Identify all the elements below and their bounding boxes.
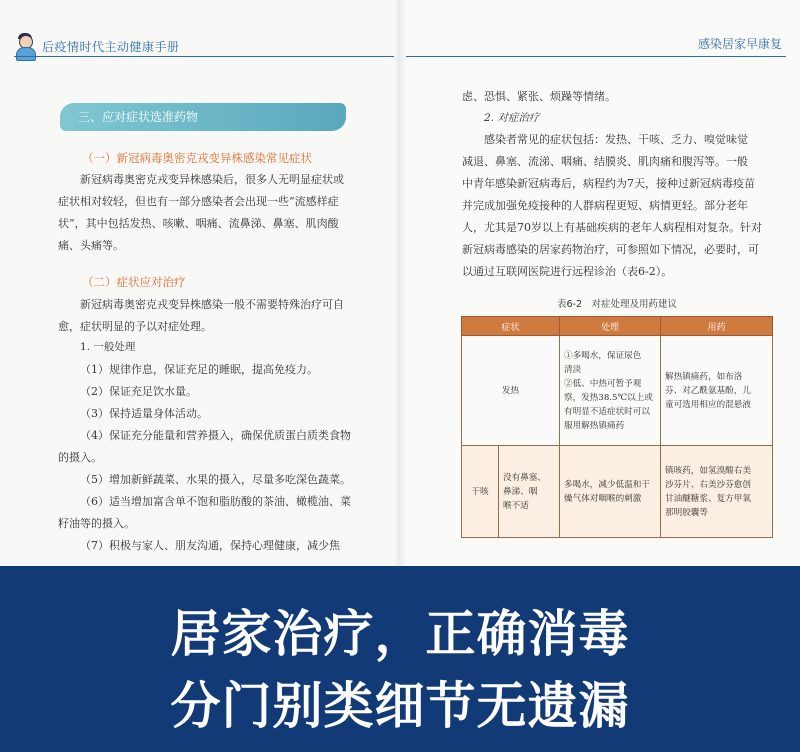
paragraph-line: 痛、头痛等。 [58, 239, 124, 252]
treatment-cell [560, 336, 661, 446]
symptomatic-treatment-title: 2. 对症治疗 [484, 112, 540, 124]
cell-line: 甘油醚糖浆、复方甲氧 [665, 493, 751, 504]
cell-line: 喉不适 [503, 500, 529, 511]
column-header: 用药 [661, 317, 773, 336]
book-title: 后疫情时代主动健康手册 [42, 39, 180, 54]
cell-line: 服用解热镇痛药 [564, 420, 625, 431]
general-treatment-title: 1. 一般处理 [80, 341, 136, 353]
paragraph-line: 减退、鼻塞、流涕、咽痛、结膜炎、肌肉痛和腹泻等。一般 [462, 155, 748, 168]
paragraph-line: 愈，症状明显的予以对症处理。 [58, 320, 212, 333]
medicine-cell [661, 336, 773, 446]
list-item: （4）保证充分能量和营养摄入，确保优质蛋白质类食物 [80, 429, 351, 442]
medication-table [461, 316, 773, 538]
promo-banner [0, 566, 800, 752]
paragraph-line: 并完成加强免疫接种的人群病程更短、病情更轻。部分老年 [462, 199, 748, 212]
cell-line: 沙芬片、右美沙芬愈创 [665, 479, 751, 490]
chapter-title: 感染居家早康复 [697, 37, 782, 51]
paragraph-line: 症状相对较轻，但也有一部分感染者会出现一些“流感样症 [58, 195, 339, 208]
cell-line: 童可选用相应的混悬液 [665, 399, 751, 410]
cell-line: 没有鼻塞、 [503, 472, 546, 483]
list-item: （3）保持适量身体活动。 [80, 407, 208, 420]
paragraph-line: 中青年感染新冠病毒后，病程约为7天，接种过新冠病毒疫苗 [462, 177, 755, 190]
cell-line: 镇咳药，如氢溴酸右美 [665, 465, 751, 476]
table-row [462, 446, 773, 538]
column-header: 处理 [560, 317, 661, 336]
left-page [0, 0, 400, 566]
paragraph-line: 新冠病毒感染的居家药物治疗，可参照如下情况，必要时，可 [462, 243, 759, 256]
cell-line: 多喝水，减少低温和干 [564, 479, 650, 490]
page-gutter [394, 0, 406, 566]
list-item: （7）积极与家人、朋友沟通，保持心理健康，减少焦 [80, 539, 340, 552]
section-title: 三、应对症状选准药物 [60, 103, 346, 131]
list-item: （5）增加新鲜蔬菜、水果的摄入，尽量多吃深色蔬菜。 [80, 473, 351, 486]
paragraph-line: 以通过互联网医院进行远程诊治（表6-2）。 [462, 265, 673, 278]
cell-line: 鼻涕、咽 [503, 486, 538, 497]
cell-line: 有明显不适症状时可以 [564, 406, 650, 417]
cell-line: 燥气体对咽喉的刺激 [564, 493, 642, 504]
list-item: （1）规律作息，保证充足的睡眠，提高免疫力。 [80, 363, 318, 376]
table-header-row [462, 317, 773, 336]
banner-line-2: 分门别类细节无遗漏 [170, 677, 630, 735]
paragraph-line: 新冠病毒奥密克戎变异株感染后，很多人无明显症状或 [80, 173, 344, 186]
cell-line: 解热镇痛药，如布洛 [665, 371, 743, 382]
treatment-cell [560, 446, 661, 538]
table-row [462, 336, 773, 446]
paragraph-line: 虑、恐惧、紧张、烦躁等情绪。 [462, 90, 616, 103]
symptom-cell: 干咳 [462, 446, 499, 538]
paragraph-line: 新冠病毒奥密克戎变异株感染一般不需要特殊治疗可自 [80, 298, 344, 311]
header-rule [406, 56, 786, 57]
list-item: 的摄入。 [58, 451, 102, 464]
symptom-cell: 发热 [462, 336, 560, 446]
table-caption: 表6-2 对症处理及用药建议 [556, 299, 678, 310]
paragraph-line: 人，尤其是70岁以上有基础疾病的老年人病程相对复杂。针对 [462, 221, 762, 234]
banner-line-1: 居家治疗，正确消毒 [170, 605, 630, 663]
cell-line: 芬、对乙酰氨基酚，儿 [665, 385, 751, 396]
column-header: 症状 [462, 317, 560, 336]
paragraph-line: 状”，其中包括发热、咳嗽、咽痛、流鼻涕、鼻塞、肌肉酸 [58, 217, 339, 230]
cell-line: 那明胶囊等 [665, 507, 708, 518]
cell-line: ①多喝水，保证尿色 [564, 350, 642, 361]
list-item: （2）保证充足饮水量。 [80, 385, 197, 398]
list-item: 籽油等的摄入。 [58, 517, 135, 530]
sub-symptom-cell [499, 446, 560, 538]
paragraph-line: 感染者常见的症状包括：发热、干咳、乏力、嗅觉味觉 [484, 133, 748, 146]
subsection-title-1: （一）新冠病毒奥密克戎变异株感染常见症状 [82, 151, 312, 165]
medicine-cell [661, 446, 773, 538]
header-rule [14, 56, 394, 57]
cell-line: 清淡 [564, 364, 582, 375]
subsection-title-2: （二）症状应对治疗 [82, 275, 186, 289]
list-item: （6）适当增加富含单不饱和脂肪酸的茶油、橄榄油、菜 [80, 495, 351, 508]
cell-line: ②低、中热可暂予观 [564, 378, 642, 389]
cell-line: 察，发热38.5℃以上或 [564, 392, 653, 403]
